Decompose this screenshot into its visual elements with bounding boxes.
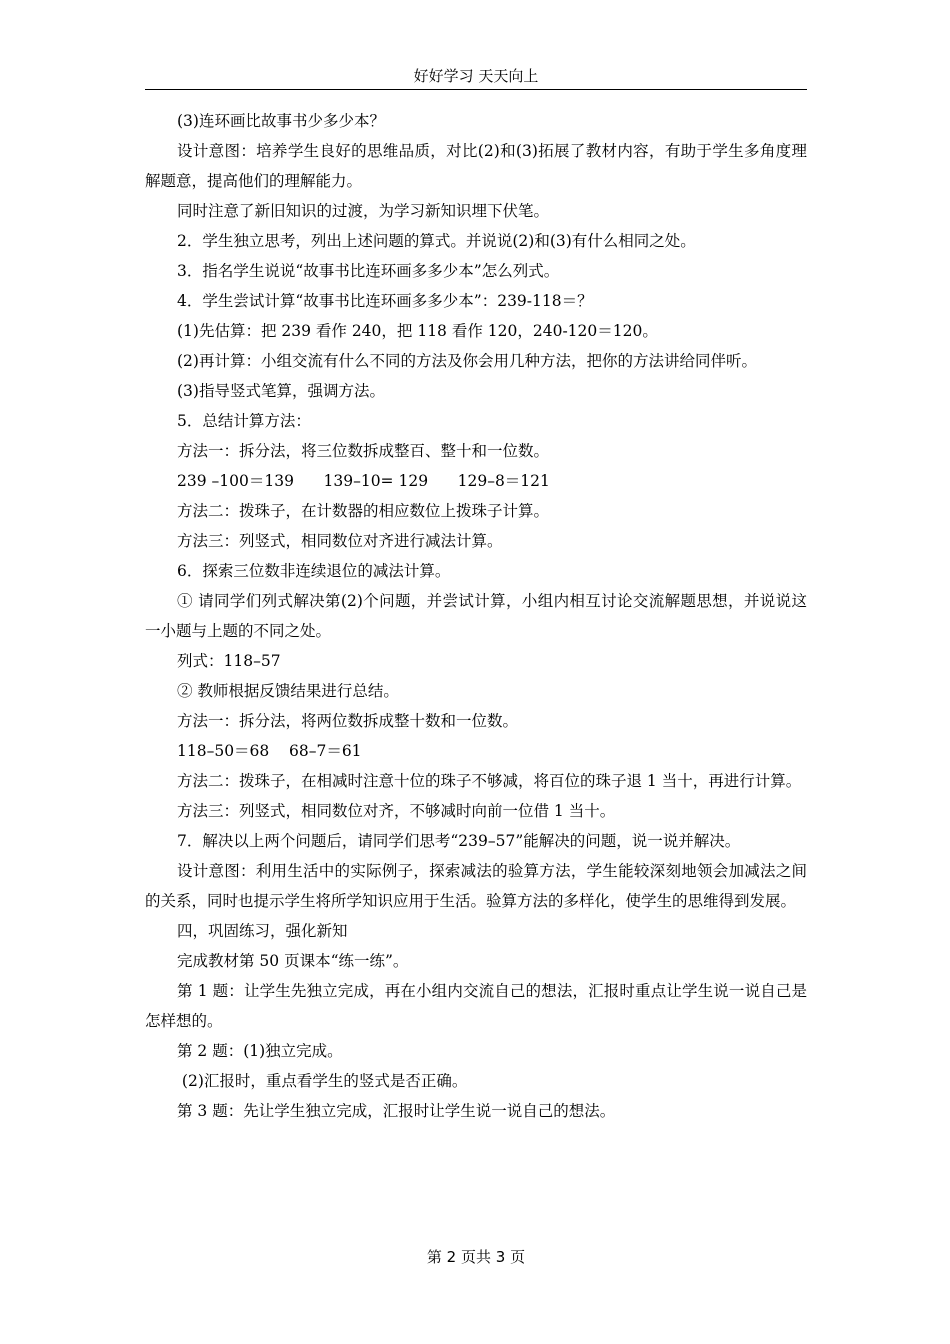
paragraph: 7．解决以上两个问题后，请同学们思考“239–57”能解决的问题，说一说并解决。 bbox=[177, 832, 741, 850]
paragraph: 方法一：拆分法，将三位数拆成整百、整十和一位数。 bbox=[177, 442, 550, 460]
paragraph: 第 1 题：让学生先独立完成，再在小组内交流自己的想法，汇报时重点让学生说一说自己是怎样想的。 bbox=[145, 982, 807, 1030]
paragraph: (3)指导竖式笔算，强调方法。 bbox=[177, 382, 385, 400]
paragraph: 完成教材第 50 页课本“练一练”。 bbox=[177, 952, 409, 970]
paragraph: 5．总结计算方法： bbox=[177, 412, 311, 430]
header-divider bbox=[145, 89, 807, 90]
paragraph: 118–50＝68 68–7＝61 bbox=[177, 742, 362, 760]
paragraph: 第 2 题：(1)独立完成。 bbox=[177, 1042, 343, 1060]
paragraph: 239 –100＝139 139–10= 129 129–8＝121 bbox=[177, 472, 550, 490]
paragraph: 方法三：列竖式，相同数位对齐进行减法计算。 bbox=[177, 532, 503, 550]
paragraph: 方法二：拨珠子，在相减时注意十位的珠子不够减，将百位的珠子退 1 当十，再进行计算。 bbox=[177, 772, 802, 790]
paragraph: 2．学生独立思考，列出上述问题的算式。并说说(2)和(3)有什么相同之处。 bbox=[177, 232, 696, 250]
paragraph: 6．探索三位数非连续退位的减法计算。 bbox=[177, 562, 451, 580]
paragraph: ② 教师根据反馈结果进行总结。 bbox=[177, 682, 399, 700]
page-footer: 第 2 页共 3 页 bbox=[426, 1248, 526, 1266]
paragraph: 4．学生尝试计算“故事书比连环画多多少本”：239-118＝？ bbox=[177, 292, 593, 310]
paragraph: 方法一：拆分法，将两位数拆成整十数和一位数。 bbox=[177, 712, 519, 730]
paragraph: (2)再计算：小组交流有什么不同的方法及你会用几种方法，把你的方法讲给同伴听。 bbox=[177, 352, 757, 370]
paragraph: 列式：118–57 bbox=[177, 652, 281, 670]
section-heading: 四，巩固练习，强化新知 bbox=[177, 922, 348, 940]
paragraph: (3)连环画比故事书少多少本？ bbox=[177, 112, 385, 130]
paragraph: 第 3 题：先让学生独立完成，汇报时让学生说一说自己的想法。 bbox=[177, 1102, 616, 1120]
paragraph: (1)先估算：把 239 看作 240，把 118 看作 120，240-120＝120。 bbox=[177, 322, 658, 340]
paragraph: 同时注意了新旧知识的过渡，为学习新知识埋下伏笔。 bbox=[177, 202, 550, 220]
paragraph: ① 请同学们列式解决第(2)个问题，并尝试计算，小组内相互讨论交流解题思想，并说说这一小题与上题的不同之处。 bbox=[145, 592, 807, 640]
paragraph: 方法三：列竖式，相同数位对齐，不够减时向前一位借 1 当十。 bbox=[177, 802, 616, 820]
paragraph: 3．指名学生说说“故事书比连环画多多少本”怎么列式。 bbox=[177, 262, 560, 280]
page-header: 好好学习 天天向上 bbox=[413, 67, 539, 85]
paragraph: 方法二：拨珠子，在计数器的相应数位上拨珠子计算。 bbox=[177, 502, 550, 520]
paragraph: 设计意图：培养学生良好的思维品质，对比(2)和(3)拓展了教材内容，有助于学生多角度理解题意，提高他们的理解能力。 bbox=[145, 142, 807, 190]
paragraph: 设计意图：利用生活中的实际例子，探索减法的验算方法，学生能较深刻地领会加减法之间的关系，同时也提示学生将所学知识应用于生活。验算方法的多样化，使学生的思维得到发展。 bbox=[145, 862, 807, 910]
document-body bbox=[145, 106, 807, 1126]
paragraph: (2)汇报时，重点看学生的竖式是否正确。 bbox=[177, 1072, 468, 1090]
